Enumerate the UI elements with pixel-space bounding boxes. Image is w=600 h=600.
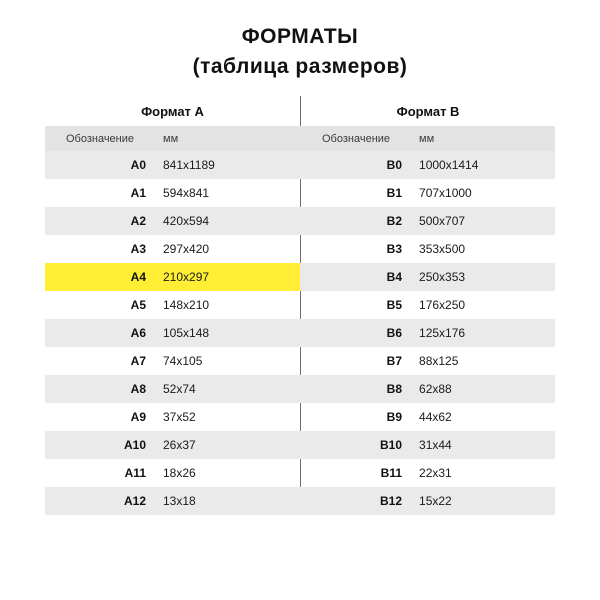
- table-row: [45, 151, 555, 179]
- cell-b-mm: 707x1000: [419, 186, 472, 200]
- cell-a-mm: 105x148: [155, 319, 300, 347]
- cell-b-mm: 250x353: [411, 263, 555, 291]
- title-line-2: (таблица размеров): [192, 55, 408, 78]
- cell-a-mm: 13x18: [155, 487, 300, 515]
- header-b-code: Обозначение: [301, 126, 411, 151]
- cell-a-code: A6: [45, 319, 155, 347]
- header-b-mm: мм: [411, 126, 555, 151]
- formats-table-body: [45, 96, 555, 515]
- table-row: [45, 431, 555, 459]
- cell-a-code: A1: [130, 186, 146, 200]
- cell-b-mm: 62x88: [411, 375, 555, 403]
- table-row: [45, 487, 555, 515]
- cell-a-code: A10: [45, 431, 155, 459]
- cell-b-mm: 353x500: [419, 242, 466, 256]
- cell-a-code: A8: [45, 375, 155, 403]
- table-row: [45, 207, 555, 235]
- cell-b-code: B11: [380, 466, 403, 480]
- column-header-row: [45, 126, 555, 151]
- cell-a-mm: 420x594: [155, 207, 300, 235]
- cell-b-code: B1: [386, 186, 403, 200]
- cell-b-code: B3: [386, 242, 403, 256]
- cell-a-mm: 26x37: [155, 431, 300, 459]
- cell-b-code: B8: [301, 375, 411, 403]
- cell-a-code: A2: [45, 207, 155, 235]
- cell-b-code: B4: [301, 263, 411, 291]
- table-row: [45, 291, 555, 319]
- cell-a-code: A4: [45, 263, 155, 291]
- table-row: [45, 403, 555, 431]
- cell-b-code: B0: [301, 151, 411, 179]
- table-row: [45, 375, 555, 403]
- cell-b-mm: 88x125: [419, 354, 459, 368]
- cell-a-mm: 37x52: [163, 410, 196, 424]
- cell-a-code: A11: [124, 466, 146, 480]
- cell-b-mm: 15x22: [411, 487, 555, 515]
- cell-a-code: A12: [45, 487, 155, 515]
- cell-a-mm: 594x841: [163, 186, 210, 200]
- table-row: [45, 459, 555, 487]
- header-a-code: Обозначение: [45, 126, 155, 151]
- cell-b-code: B6: [301, 319, 411, 347]
- header-a-mm: мм: [155, 126, 300, 151]
- cell-b-mm: 176x250: [419, 298, 466, 312]
- cell-b-mm: 44x62: [419, 410, 452, 424]
- cell-a-mm: 52x74: [155, 375, 300, 403]
- cell-a-code: A5: [130, 298, 146, 312]
- cell-b-code: B10: [301, 431, 411, 459]
- group-header-a: Формат А: [141, 103, 204, 119]
- table-row: [45, 319, 555, 347]
- table-row: [45, 235, 555, 263]
- cell-b-mm: 22x31: [419, 466, 452, 480]
- group-header-row: [45, 96, 555, 126]
- formats-table: [45, 96, 555, 515]
- title-line-1: ФОРМАТЫ: [241, 25, 359, 48]
- cell-b-mm: 31x44: [411, 431, 555, 459]
- cell-b-code: B2: [301, 207, 411, 235]
- cell-a-mm: 841x1189: [155, 151, 300, 179]
- table-row: [45, 347, 555, 375]
- page-title: [0, 0, 600, 82]
- cell-b-code: B5: [386, 298, 403, 312]
- table-row: [45, 179, 555, 207]
- cell-b-code: B12: [301, 487, 411, 515]
- table-row: [45, 263, 555, 291]
- cell-a-code: A3: [130, 242, 146, 256]
- formats-table-wrap: [45, 96, 555, 515]
- cell-a-mm: 18x26: [163, 466, 196, 480]
- cell-a-mm: 297x420: [163, 242, 210, 256]
- cell-a-code: A7: [130, 354, 146, 368]
- cell-b-mm: 500x707: [411, 207, 555, 235]
- cell-a-mm: 74x105: [163, 354, 203, 368]
- cell-a-code: A0: [45, 151, 155, 179]
- cell-b-code: B9: [386, 410, 403, 424]
- cell-b-code: B7: [386, 354, 403, 368]
- cell-a-mm: 210x297: [155, 263, 300, 291]
- cell-a-mm: 148x210: [163, 298, 210, 312]
- cell-b-mm: 1000x1414: [411, 151, 555, 179]
- cell-a-code: A9: [130, 410, 146, 424]
- cell-b-mm: 125x176: [411, 319, 555, 347]
- group-header-b: Формат В: [396, 103, 460, 119]
